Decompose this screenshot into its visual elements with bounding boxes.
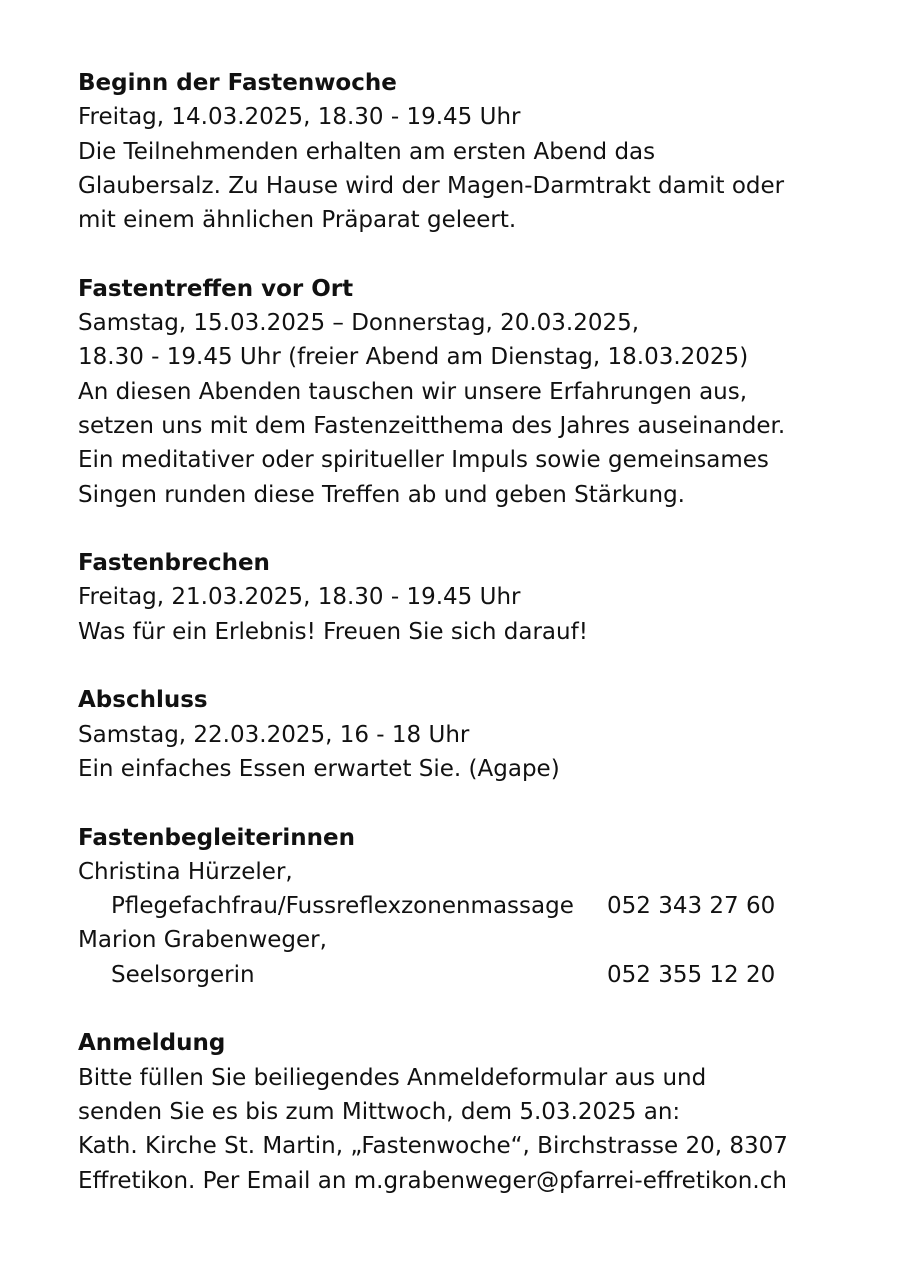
section-line: Effretikon. Per Email an m.grabenweger@pfarrei-effretikon.ch <box>78 1167 787 1194</box>
section-line: senden Sie es bis zum Mittwoch, dem 5.03.2025 an: <box>78 1098 681 1125</box>
companion-name: Marion Grabenweger, <box>78 927 327 954</box>
section-line: Die Teilnehmenden erhalten am ersten Abend das <box>78 138 656 165</box>
section-line: 18.30 - 19.45 Uhr (freier Abend am Dienstag, 18.03.2025) <box>78 344 749 371</box>
section-line: Was für ein Erlebnis! Freuen Sie sich darauf! <box>78 618 588 645</box>
companion-contact-row <box>78 889 878 923</box>
section-abschluss <box>78 683 878 786</box>
section-beginn <box>78 66 878 237</box>
section-fastenbrechen <box>78 546 878 649</box>
section-registration <box>78 1026 878 1197</box>
section-line: Freitag, 14.03.2025, 18.30 - 19.45 Uhr <box>78 104 521 131</box>
section-line: Ein meditativer oder spiritueller Impuls sowie gemeinsames <box>78 447 769 474</box>
section-line: Bitte füllen Sie beiliegendes Anmeldeformular aus und <box>78 1064 707 1091</box>
section-heading: Abschluss <box>78 687 208 714</box>
section-line: Kath. Kirche St. Martin, „Fastenwoche“, Birchstrasse 20, 8307 <box>78 1133 788 1160</box>
section-line: Freitag, 21.03.2025, 18.30 - 19.45 Uhr <box>78 584 521 611</box>
section-line: Singen runden diese Treffen ab und geben Stärkung. <box>78 481 685 508</box>
section-line: mit einem ähnlichen Präparat geleert. <box>78 207 517 234</box>
section-heading: Beginn der Fastenwoche <box>78 70 397 96</box>
section-heading: Fastentreffen vor Ort <box>78 275 354 302</box>
companion-name: Christina Hürzeler, <box>78 858 293 885</box>
section-companions <box>78 821 878 992</box>
section-heading: Fastenbegleiterinnen <box>78 824 355 851</box>
section-line: Glaubersalz. Zu Hause wird der Magen-Darmtrakt damit oder <box>78 172 785 199</box>
section-line: Samstag, 15.03.2025 – Donnerstag, 20.03.2025, <box>78 310 640 337</box>
section-line: Samstag, 22.03.2025, 16 - 18 Uhr <box>78 721 470 748</box>
companion-phone: 052 355 12 20 <box>607 961 776 988</box>
document-page <box>78 66 878 1232</box>
section-line: setzen uns mit dem Fastenzeitthema des Jahres auseinander. <box>78 412 786 439</box>
section-fastentreffen <box>78 272 878 512</box>
companion-role: Pflegefachfrau/Fussreflexzonenmassage <box>111 893 574 920</box>
section-line: Ein einfaches Essen erwartet Sie. (Agape) <box>78 755 560 782</box>
companion-phone: 052 343 27 60 <box>607 893 776 920</box>
companion-role: Seelsorgerin <box>111 961 255 988</box>
section-heading: Fastenbrechen <box>78 550 270 577</box>
companion-contact-row <box>78 958 878 992</box>
section-heading: Anmeldung <box>78 1030 226 1057</box>
section-line: An diesen Abenden tauschen wir unsere Erfahrungen aus, <box>78 378 748 405</box>
